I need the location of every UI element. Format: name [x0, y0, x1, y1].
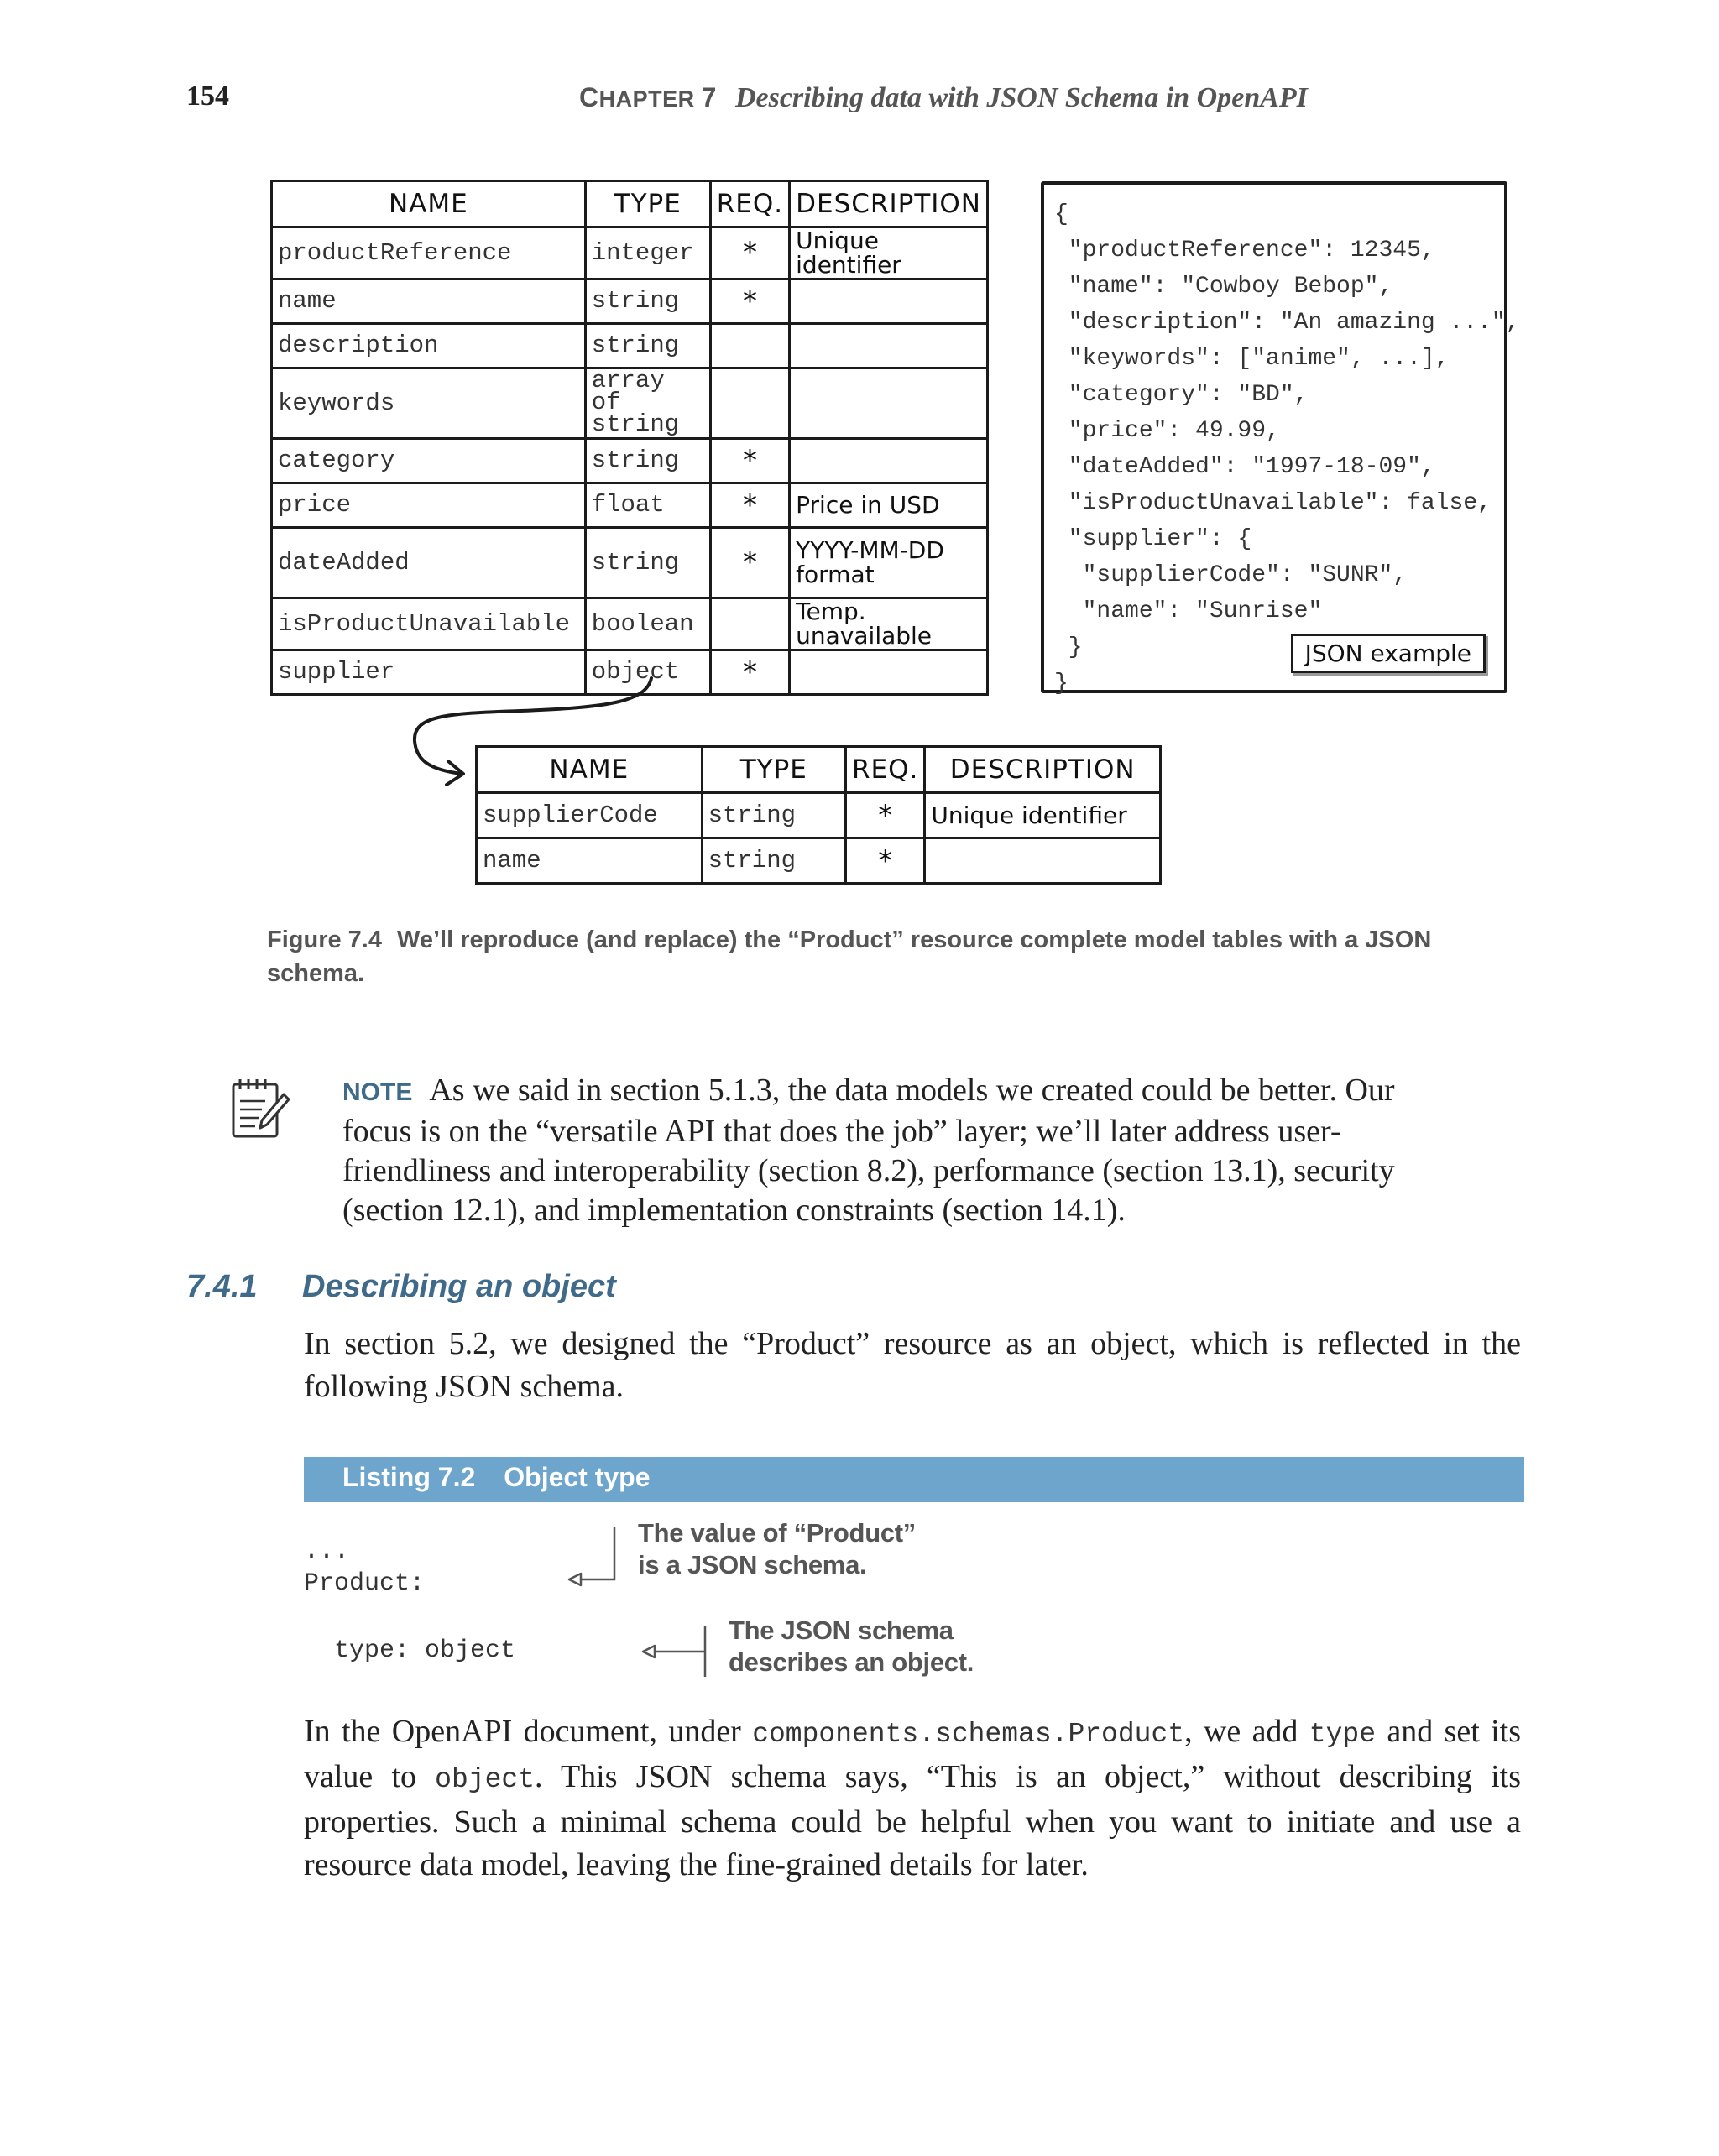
table-row: [272, 368, 988, 438]
table-row: [272, 483, 988, 527]
section-intro-paragraph: In section 5.2, we designed the “Product” resource as an object, which is reflected in the following JSON schema.: [304, 1326, 1521, 1404]
field-type: string: [585, 527, 710, 598]
required-mark: *: [710, 438, 789, 483]
field-description: [925, 838, 1161, 884]
table-row: [272, 438, 988, 483]
chapter-label: CHAPTER 7: [579, 82, 717, 112]
field-name: supplier: [272, 650, 586, 694]
required-mark: *: [846, 793, 925, 838]
header-req: REQ.: [846, 747, 925, 793]
field-type: array of string: [585, 368, 710, 438]
field-type: object: [585, 650, 710, 694]
note-body: As we said in section 5.1.3, the data models we created could be better. Our focus is on the “versatile API that does the job” layer; we’ll later address user-friendliness and interoperability (section 8.2), performance (section 13.1), security (section 12.1), and implementation constraints (section 14.1).: [342, 1073, 1395, 1228]
table-row: [272, 323, 988, 368]
required-mark: *: [710, 650, 789, 694]
field-description: [790, 438, 988, 483]
field-name: description: [272, 323, 586, 368]
annotation-object-type: The JSON schema describes an object.: [729, 1616, 974, 1677]
field-type: string: [702, 838, 845, 884]
field-description: Price in USD: [790, 483, 988, 527]
figure-label: Figure 7.4: [267, 927, 382, 953]
inline-code: type: [1309, 1719, 1376, 1750]
supplier-model-table: [475, 745, 1162, 885]
required-mark: *: [710, 227, 789, 279]
json-example-tag: JSON example: [1291, 634, 1486, 673]
field-name: productReference: [272, 227, 586, 279]
code-line: Product:: [304, 1569, 426, 1598]
required-mark: [710, 323, 789, 368]
header-type: TYPE: [585, 181, 710, 227]
field-description: Temp. unavailable: [790, 598, 988, 650]
required-mark: [710, 368, 789, 438]
product-model-table: [270, 180, 989, 696]
field-name: supplierCode: [477, 793, 703, 838]
annotation-product-schema: The value of “Product” is a JSON schema.: [638, 1518, 916, 1579]
field-name: name: [272, 279, 586, 323]
closing-paragraph: In the OpenAPI document, under components.schemas.Product, we add type and set its value to object. This JSON schema says, “This is an object,” without describing its properties. Such a minimal schema could be helpful when you want to initiate and use a resource data model, leaving the fine-grained details for later.: [304, 1714, 1521, 1882]
field-type: string: [585, 438, 710, 483]
table-row: [477, 838, 1161, 884]
required-mark: *: [710, 279, 789, 323]
table-row: [272, 598, 988, 650]
header-description: DESCRIPTION: [925, 747, 1161, 793]
required-mark: *: [710, 483, 789, 527]
required-mark: *: [710, 527, 789, 598]
listing-title: [342, 1462, 651, 1493]
field-description: [790, 323, 988, 368]
header-name: NAME: [477, 747, 703, 793]
field-type: boolean: [585, 598, 710, 650]
code-line: ...: [304, 1537, 350, 1566]
header-name: NAME: [272, 181, 586, 227]
page-number: 154: [186, 81, 229, 112]
header-type: TYPE: [702, 747, 845, 793]
field-name: price: [272, 483, 586, 527]
chapter-title: Describing data with JSON Schema in OpenAPI: [734, 82, 1308, 113]
required-mark: *: [846, 838, 925, 884]
field-description: [790, 650, 988, 694]
listing-header-bar: [304, 1457, 1524, 1502]
field-name: keywords: [272, 368, 586, 438]
figure-caption: [267, 923, 1476, 990]
table-row: [272, 527, 988, 598]
running-head: [579, 82, 1308, 114]
inline-code: object: [435, 1764, 535, 1795]
field-description: [790, 368, 988, 438]
field-description: Unique identifier: [925, 793, 1161, 838]
listing-caption: Object type: [504, 1462, 651, 1492]
section-number: 7.4.1: [186, 1269, 258, 1304]
note-label: NOTE: [342, 1078, 413, 1106]
field-name: category: [272, 438, 586, 483]
figure-caption-text: We’ll reproduce (and replace) the “Product” resource complete model tables with a JSON schema.: [267, 927, 1432, 987]
required-mark: [710, 598, 789, 650]
field-type: string: [585, 279, 710, 323]
inline-code: components.schemas.Product: [752, 1719, 1185, 1750]
field-type: string: [702, 793, 845, 838]
note-paragraph: [342, 1071, 1450, 1230]
field-type: float: [585, 483, 710, 527]
field-name: dateAdded: [272, 527, 586, 598]
field-name: name: [477, 838, 703, 884]
table-row: [477, 793, 1161, 838]
code-line: type: object: [304, 1637, 516, 1665]
field-type: string: [585, 323, 710, 368]
json-example-code: { "productReference": 12345, "name": "Cowboy Bebop", "description": "An amazing ...", "keywords": ["anime", ...], "category": "BD", "price": 49.99, "dateAdded": "1997-18-09", "isProductUnavailable": false, "supplier": { "supplierCode": "SUNR", "name": "Sunrise" } }: [1054, 201, 1520, 697]
header-description: DESCRIPTION: [790, 181, 988, 227]
field-description: YYYY-MM-DD format: [790, 527, 988, 598]
field-description: [790, 279, 988, 323]
table-row: [272, 279, 988, 323]
header-req: REQ.: [710, 181, 789, 227]
note-pencil-icon: [228, 1076, 292, 1143]
section-title: Describing an object: [302, 1269, 616, 1304]
field-description: Unique identifier: [790, 227, 988, 279]
listing-number: Listing 7.2: [342, 1462, 476, 1492]
field-name: isProductUnavailable: [272, 598, 586, 650]
field-type: integer: [585, 227, 710, 279]
json-example-box: [1041, 181, 1520, 697]
table-row: [272, 227, 988, 279]
